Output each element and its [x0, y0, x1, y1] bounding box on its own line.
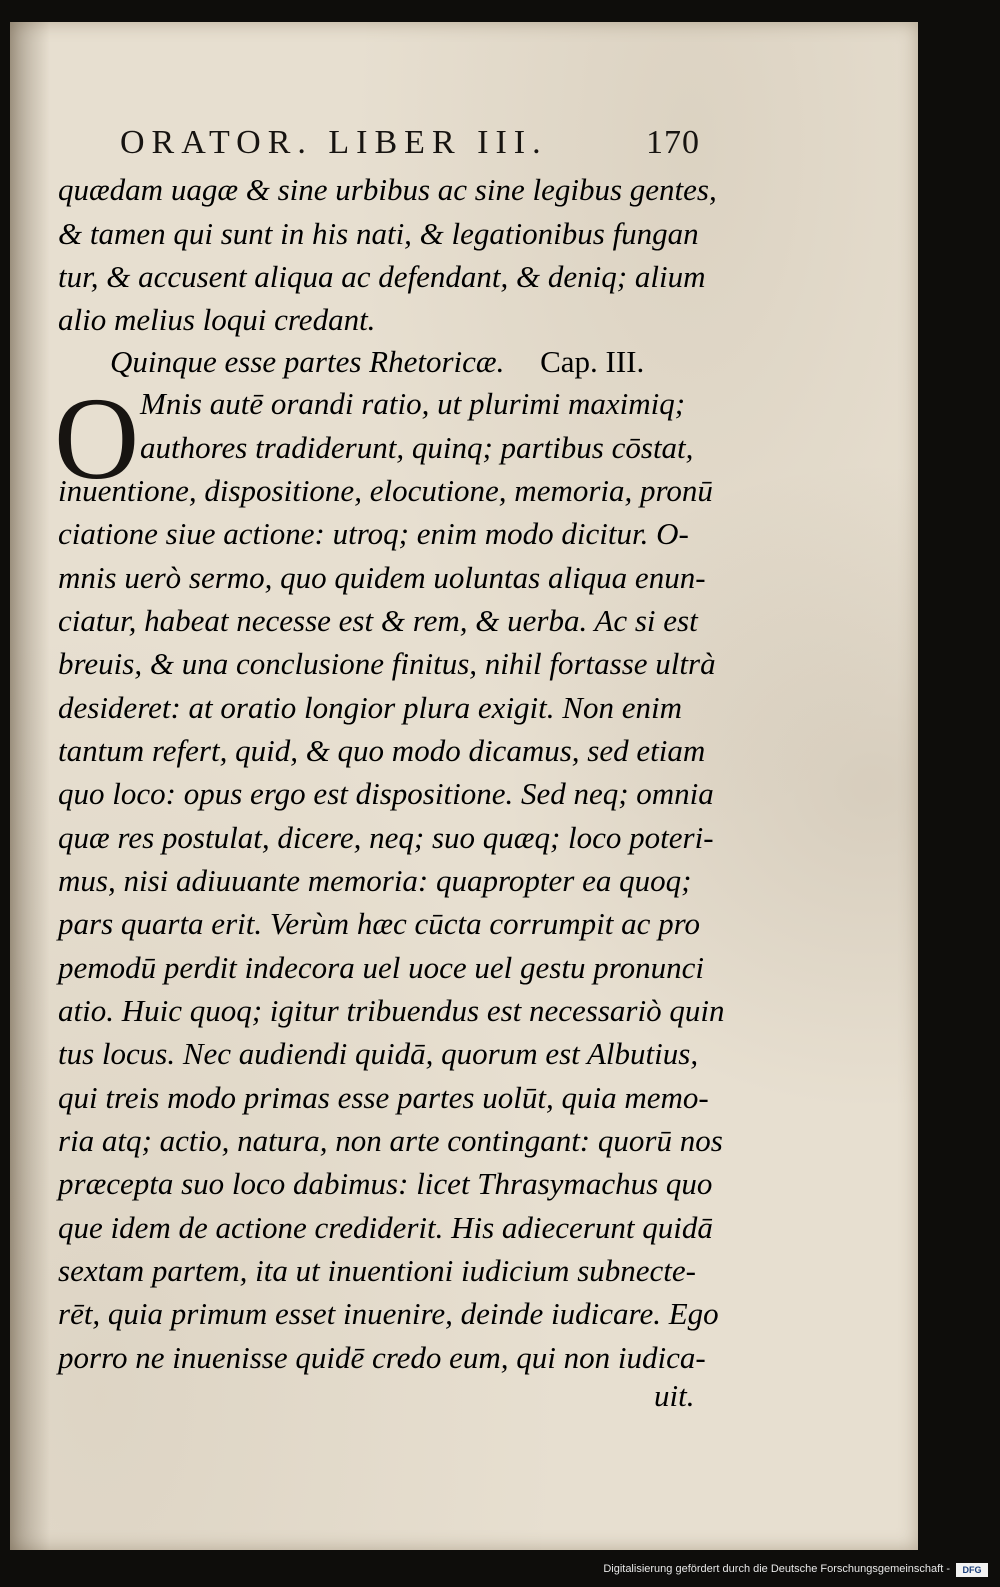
text-line: ciatur, habeat necesse est & rem, & uerba. Ac si est — [58, 603, 698, 638]
text-line: tur, & accusent aliqua ac defendant, & deniq; alium — [58, 259, 706, 294]
text-line: que idem de actione crediderit. His adiecerunt quidā — [58, 1210, 713, 1245]
text-line: authores tradiderunt, quinq; partibus cōstat, — [140, 430, 694, 465]
chapter-title: Quinque esse partes Rhetoricæ. — [110, 344, 505, 379]
text-line: breuis, & una conclusione finitus, nihil fortasse ultrà — [58, 646, 716, 681]
text-line: tus locus. Nec audiendi quidā, quorum est Albutius, — [58, 1036, 699, 1071]
text-line: præcepta suo loco dabimus: licet Thrasymachus quo — [58, 1166, 713, 1201]
text-line: desideret: at oratio longior plura exigit. Non enim — [58, 690, 682, 725]
text-line: quæ res postulat, dicere, neq; suo quæq; loco poteri- — [58, 820, 714, 855]
text-line: quædam uagæ & sine urbibus ac sine legibus gentes, — [58, 172, 717, 207]
chapter-heading — [110, 344, 644, 380]
text-line: ria atq; actio, natura, non arte contingant: quorū nos — [58, 1123, 723, 1158]
text-line: rēt, quia primum esset inuenire, deinde iudicare. Ego — [58, 1296, 719, 1331]
text-line: inuentione, dispositione, elocutione, memoria, pronū — [58, 473, 713, 508]
text-line: sextam partem, ita ut inuentioni iudicium subnecte- — [58, 1253, 696, 1288]
chapter-number: Cap. III. — [540, 344, 645, 379]
text-line: tantum refert, quid, & quo modo dicamus, sed etiam — [58, 733, 706, 768]
text-line: & tamen qui sunt in his nati, & legationibus fungan — [58, 216, 699, 251]
folio-number: 170 — [646, 124, 700, 161]
text-line: pemodū perdit indecora uel uoce uel gestu pronunci — [58, 950, 704, 985]
catchword: uit. — [654, 1378, 695, 1413]
text-line: qui treis modo primas esse partes uolūt, quia memo- — [58, 1080, 709, 1115]
text-line: quo loco: opus ergo est dispositione. Sed neq; omnia — [58, 776, 714, 811]
text-line: porro ne inuenisse quidē credo eum, qui non iudica- — [58, 1340, 706, 1375]
text-line: alio melius loqui credant. — [58, 302, 376, 337]
text-line: atio. Huic quoq; igitur tribuendus est necessariò quin — [58, 993, 725, 1028]
text-line: pars quarta erit. Verùm hæc cūcta corrumpit ac pro — [58, 906, 701, 941]
text-line: ciatione siue actione: utroq; enim modo dicitur. O- — [58, 516, 689, 551]
text-line: Mnis autē orandi ratio, ut plurimi maximiq; — [140, 386, 686, 421]
book-page — [10, 22, 918, 1550]
drop-capital: O — [54, 373, 140, 504]
dfg-logo: DFG — [956, 1563, 988, 1577]
footer-bar — [0, 1553, 1000, 1587]
text-line: mnis uerò sermo, quo quidem uoluntas aliqua enun- — [58, 560, 706, 595]
running-title: ORATOR. LIBER III. — [120, 124, 548, 161]
text-line: mus, nisi adiuuante memoria: quapropter ea quoq; — [58, 863, 692, 898]
funding-credit: Digitalisierung gefördert durch die Deutsche Forschungsgemeinschaft - — [603, 1563, 950, 1575]
